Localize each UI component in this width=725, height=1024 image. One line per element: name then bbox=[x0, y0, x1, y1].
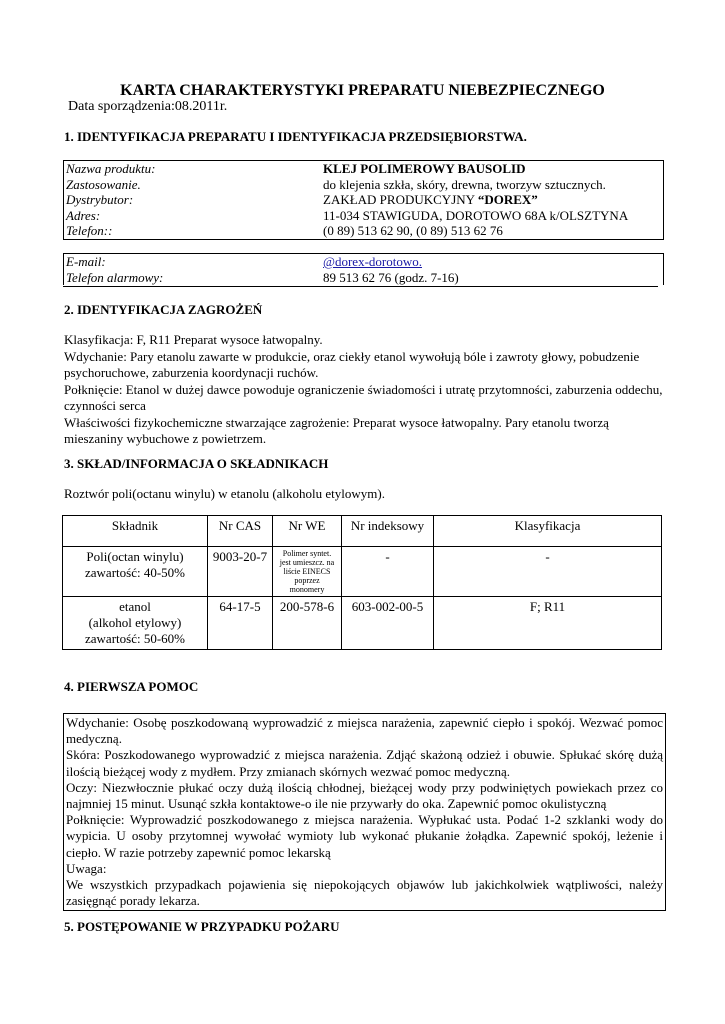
emergency-phone-row bbox=[64, 270, 663, 286]
section-4-heading: 4. PIERWSZA POMOC bbox=[64, 679, 199, 694]
usage-label: Zastosowanie. bbox=[66, 176, 141, 192]
physicochemical-hazard-paragraph: Właściwości fizykochemiczne stwarzające zagrożenie: Preparat wysoce łatwopalny. Pary etanolu tworzą mieszaniny wybuchowe z powietrzem. bbox=[64, 414, 609, 446]
classification-cell: - bbox=[434, 547, 662, 597]
address-row bbox=[64, 208, 663, 224]
component-cell bbox=[63, 597, 208, 650]
phone-row bbox=[64, 223, 663, 239]
distributor-name: ZAKŁAD PRODUKCYJNY bbox=[323, 192, 478, 207]
contact-box bbox=[63, 253, 664, 285]
first-aid-ingestion: Połknięcie: Wyprowadzić poszkodowanego z miejsca narażenia. Wypłukać usta. Podać 1-2 szklanki wody do wypicia. U osoby przytomnej wywołać wymioty lub wykonać płukanie żołądka. Zapewnić spokój, leżenie i ciepło. W razie potrzeby zapewnić pomoc lekarską bbox=[66, 812, 663, 860]
composition-intro: Roztwór poli(octanu winylu) w etanolu (alkoholu etylowym). bbox=[64, 486, 385, 501]
email-link[interactable]: @dorex-dorotowo. bbox=[323, 254, 422, 269]
product-identification-box bbox=[63, 160, 664, 240]
contact-box-bottom-rule-right bbox=[320, 286, 658, 287]
document-title: KARTA CHARAKTERYSTYKI PREPARATU NIEBEZPIECZNEGO bbox=[120, 82, 605, 99]
section-3-heading: 3. SKŁAD/INFORMACJA O SKŁADNIKACH bbox=[64, 456, 329, 471]
index-cell: - bbox=[342, 547, 434, 597]
first-aid-eyes: Oczy: Niezwłocznie płukać oczy dużą ilością chłodnej, bieżącej wody przy podwiniętych powiekach przez co najmniej 15 minut. Usunąć szkła kontaktowe-o ile nie przywarły do oka. Zapewnić pomoc okulistyczną bbox=[66, 779, 663, 812]
composition-table bbox=[62, 515, 662, 650]
cas-cell: 9003-20-7 bbox=[208, 547, 273, 597]
cas-cell: 64-17-5 bbox=[208, 597, 273, 650]
distributor-label: Dystrybutor: bbox=[66, 192, 134, 207]
distributor-row bbox=[64, 192, 663, 208]
ingestion-hazard-paragraph: Połknięcie: Etanol w dużej dawce powoduje ograniczenie świadomości i utratę przytomności, zaburzenia oddechu, czynności serca bbox=[64, 381, 663, 413]
phone-label: Telefon:: bbox=[66, 223, 113, 238]
component-name: Poli(octan winylu) bbox=[86, 549, 184, 564]
first-aid-inhalation: Wdychanie: Osobę poszkodowaną wyprowadzić z miejsca narażenia, zapewnić ciepło i spokój. Wezwać pomoc medyczną. bbox=[66, 715, 663, 747]
column-header-index: Nr indeksowy bbox=[342, 516, 434, 547]
product-name-label: Nazwa produktu: bbox=[66, 161, 156, 176]
classification-cell: F; R11 bbox=[434, 597, 662, 650]
usage-row bbox=[64, 177, 663, 193]
component-alias: (alkohol etylowy) bbox=[88, 615, 182, 630]
we-note-line: poprzez bbox=[294, 576, 320, 585]
distributor-value bbox=[323, 192, 663, 208]
index-cell: 603-002-00-5 bbox=[342, 597, 434, 650]
we-note-line: Polimer syntet. bbox=[282, 549, 332, 558]
section-1-heading: 1. IDENTYFIKACJA PREPARATU I IDENTYFIKACJA PRZEDSIĘBIORSTWA. bbox=[64, 129, 527, 144]
emergency-phone-value: 89 513 62 76 (godz. 7-16) bbox=[323, 269, 459, 285]
hazards-text bbox=[64, 332, 664, 448]
first-aid-note: We wszystkich przypadkach pojawienia się niepokojących objawów lub jakichkolwiek wątpliwości, należy zasięgnąć porady lekarza. bbox=[66, 877, 663, 909]
table-row bbox=[63, 547, 662, 597]
address-value: 11-034 STAWIGUDA, DOROTOWO 68A k/OLSZTYNA bbox=[323, 207, 629, 223]
component-content: zawartość: 40-50% bbox=[85, 565, 185, 580]
component-name: etanol bbox=[119, 599, 151, 614]
product-name-value: KLEJ POLIMEROWY BAUSOLID bbox=[323, 161, 526, 176]
first-aid-skin: Skóra: Poszkodowanego wyprowadzić z miejsca narażenia. Zdjąć skażoną odzież i obuwie. Spłukać skórę dużą ilością bieżącej wody z mydłem. Przy zmianach skórnych wezwać pomoc medyczną. bbox=[66, 747, 663, 779]
phone-value: (0 89) 513 62 90, (0 89) 513 62 76 bbox=[323, 223, 503, 238]
email-row bbox=[64, 254, 663, 270]
we-cell bbox=[273, 547, 342, 597]
component-cell bbox=[63, 547, 208, 597]
component-content: zawartość: 50-60% bbox=[85, 631, 185, 646]
we-note-line: monomery bbox=[289, 585, 325, 594]
column-header-we: Nr WE bbox=[273, 516, 342, 547]
product-name-row bbox=[64, 161, 663, 177]
we-note-line: jest umieszcz. na bbox=[279, 558, 335, 567]
contact-box-bottom-rule bbox=[63, 286, 320, 287]
column-header-component: Składnik bbox=[63, 516, 208, 547]
address-label: Adres: bbox=[66, 207, 101, 223]
first-aid-note-label: Uwaga: bbox=[66, 860, 107, 876]
first-aid-box bbox=[63, 713, 666, 911]
emergency-phone-label: Telefon alarmowy: bbox=[66, 269, 164, 285]
we-cell: 200-578-6 bbox=[273, 597, 342, 650]
column-header-classification: Klasyfikacja bbox=[434, 516, 662, 547]
we-note-line: liście EINECS bbox=[283, 567, 331, 576]
classification-paragraph: Klasyfikacja: F, R11 Preparat wysoce łatwopalny. bbox=[64, 332, 323, 347]
distributor-brand: “DOREX” bbox=[477, 192, 538, 207]
table-header-row bbox=[63, 516, 662, 547]
email-value bbox=[323, 254, 663, 270]
preparation-date: Data sporządzenia:08.2011r. bbox=[68, 99, 228, 114]
inhalation-hazard-paragraph: Wdychanie: Pary etanolu zawarte w produkcie, oraz ciekły etanol wywołują bóle i zawroty głowy, pobudzenie psychoruchowe, zaburzenia koordynacji ruchów. bbox=[64, 348, 640, 380]
section-2-heading: 2. IDENTYFIKACJA ZAGROŻEŃ bbox=[64, 302, 263, 317]
email-label: E-mail: bbox=[66, 254, 106, 269]
table-row bbox=[63, 597, 662, 650]
usage-value: do klejenia szkła, skóry, drewna, tworzyw sztucznych. bbox=[323, 176, 606, 192]
column-header-cas: Nr CAS bbox=[208, 516, 273, 547]
section-5-heading: 5. POSTĘPOWANIE W PRZYPADKU POŻARU bbox=[64, 919, 340, 934]
